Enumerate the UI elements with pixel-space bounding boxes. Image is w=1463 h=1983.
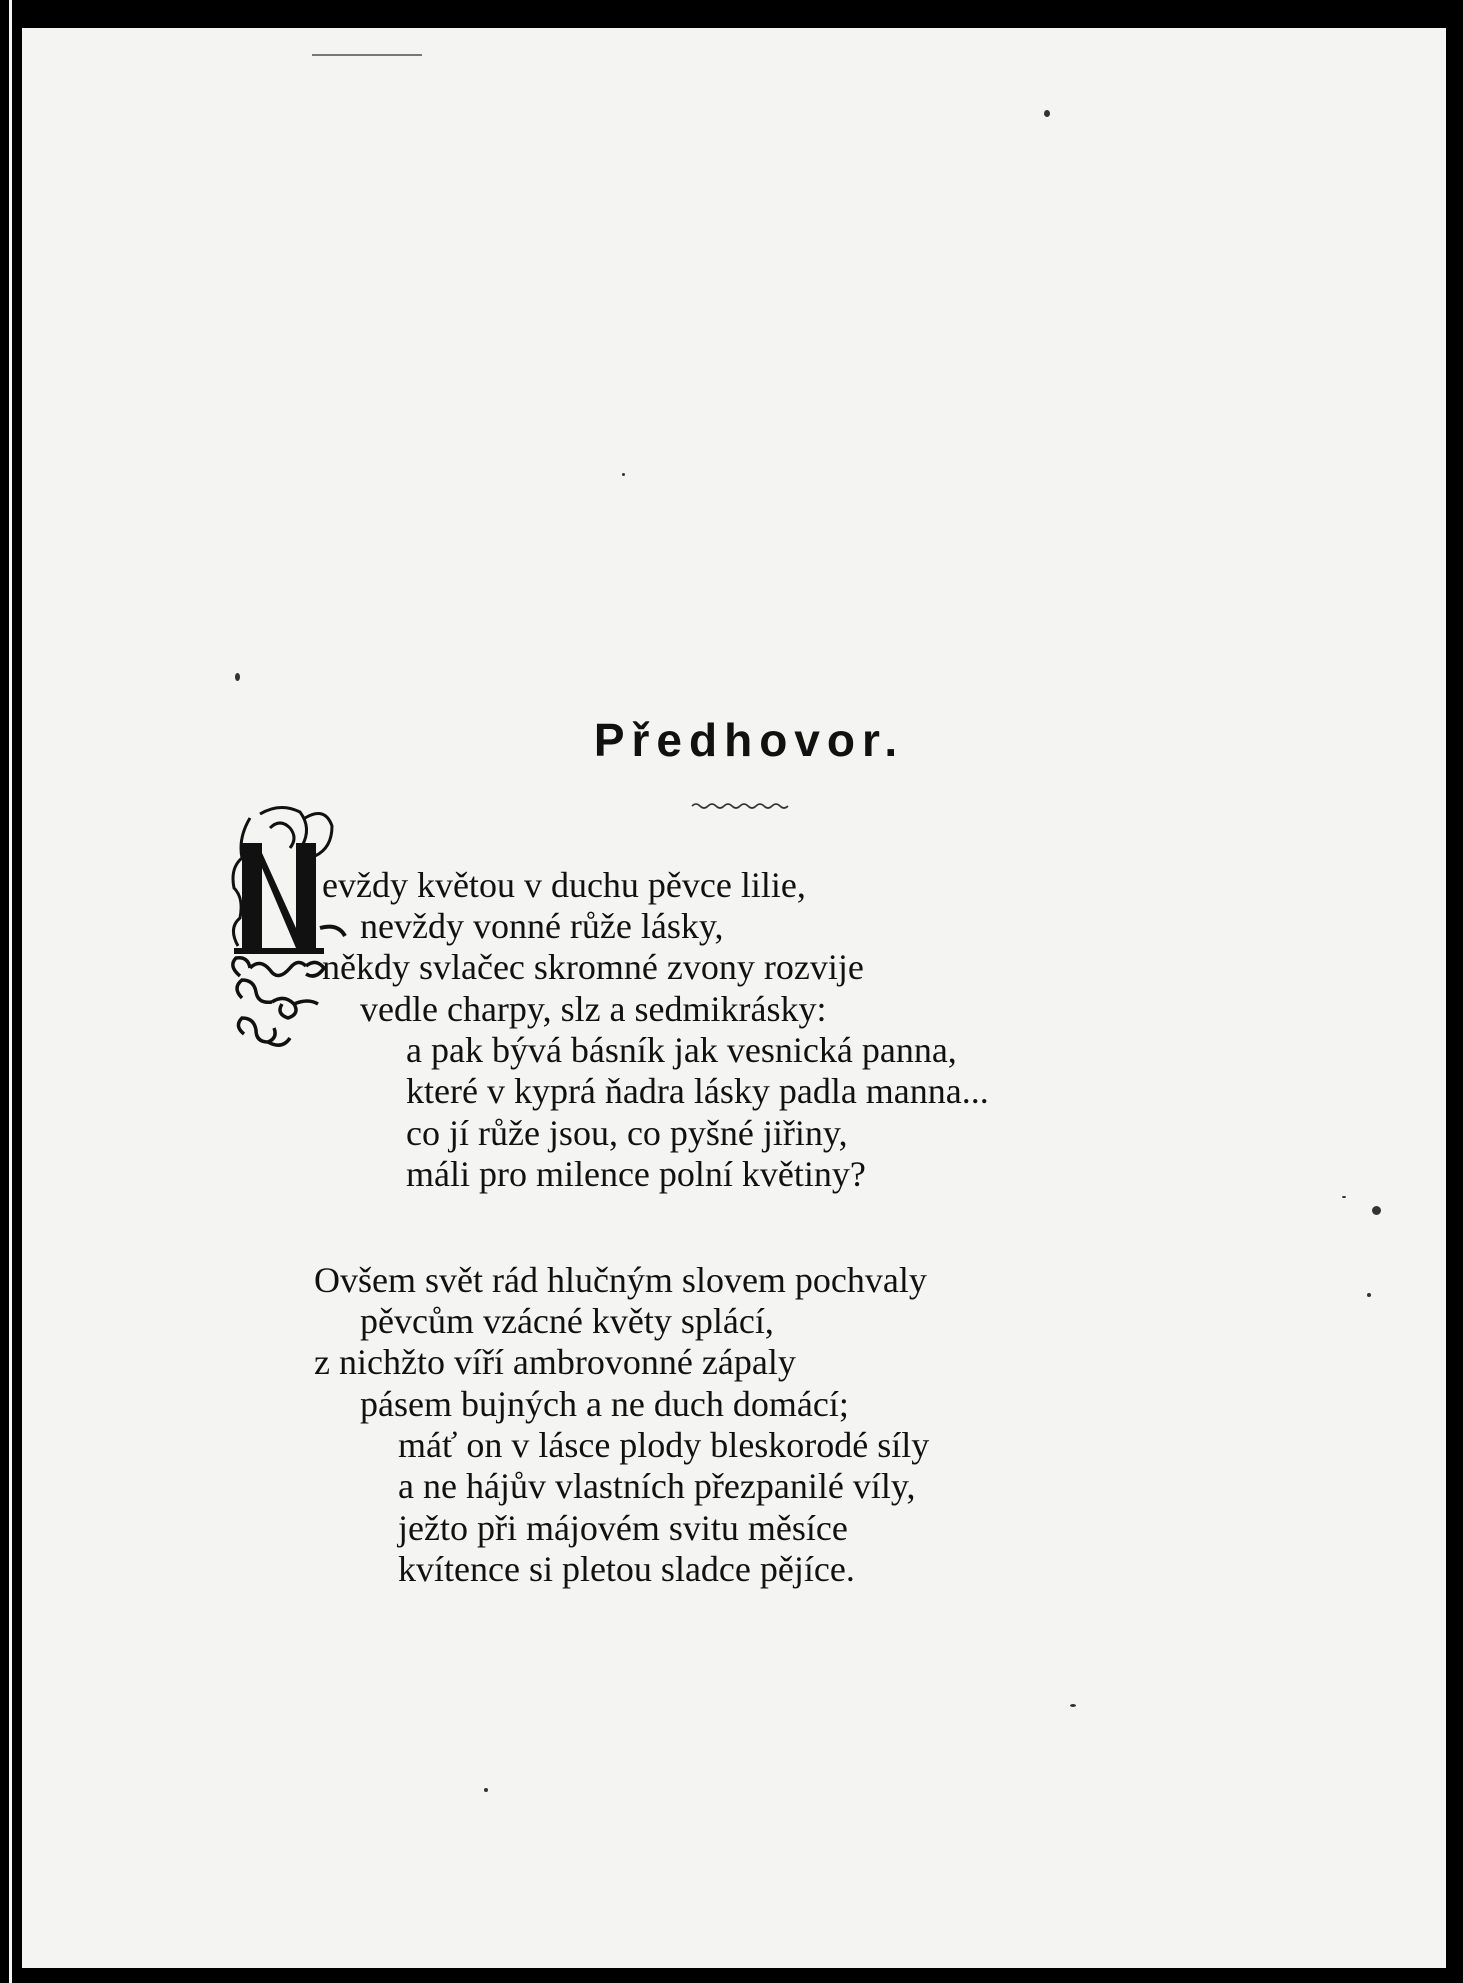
scan-speck — [1342, 1196, 1346, 1198]
stanza-2-line-7: ježto při májovém svitu měsíce — [398, 1508, 848, 1548]
scan-edge-line — [9, 0, 12, 1983]
stanza-1-line-2: nevždy vonné růže lásky, — [360, 906, 724, 946]
stanza-2-line-8: kvítence si pletou sladce pějíce. — [398, 1549, 855, 1589]
page-title: Předhovor. — [593, 714, 905, 766]
stanza-1-line-3: někdy svlačec skromné zvony rozvije — [322, 947, 864, 987]
stanza-1-line-6: které v kyprá ňadra lásky padla manna... — [406, 1071, 989, 1111]
scan-speck — [622, 473, 625, 476]
scan-speck — [1044, 110, 1050, 117]
stanza-2-line-3: z nichžto víří ambrovonné zápaly — [314, 1342, 796, 1382]
scan-speck — [1367, 1293, 1371, 1297]
scan-edge — [0, 0, 22, 1983]
scan-speck — [1070, 1704, 1076, 1707]
title-ornament-rule — [690, 800, 790, 810]
stanza-1-line-7: co jí růže jsou, co pyšné jiřiny, — [406, 1113, 848, 1153]
stanza-2-line-6: a ne hájův vlastních přezpanilé víly, — [398, 1466, 916, 1506]
stanza-2-line-1: Ovšem svět rád hlučným slovem pochvaly — [314, 1260, 927, 1300]
stanza-1-line-8: máli pro milence polní květiny? — [406, 1154, 866, 1194]
stanza-2-line-5: máť on v lásce plody bleskorodé síly — [398, 1425, 930, 1465]
stanza-1-line-4: vedle charpy, slz a sedmikrásky: — [360, 989, 827, 1029]
scan-speck — [484, 1788, 488, 1792]
stanza-1-line-5: a pak bývá básník jak vesnická panna, — [406, 1030, 957, 1070]
scan-speck — [1372, 1206, 1381, 1215]
stanza-1-line-1: evždy květou v duchu pěvce lilie, — [322, 865, 806, 905]
stanza-2-line-4: pásem bujných a ne duch domácí; — [360, 1384, 849, 1424]
stanza-2-line-2: pěvcům vzácné květy splácí, — [360, 1301, 774, 1341]
book-page — [22, 28, 1446, 1968]
top-rule — [312, 54, 422, 56]
decorated-initial-n — [220, 798, 350, 1058]
scan-speck — [235, 673, 240, 681]
